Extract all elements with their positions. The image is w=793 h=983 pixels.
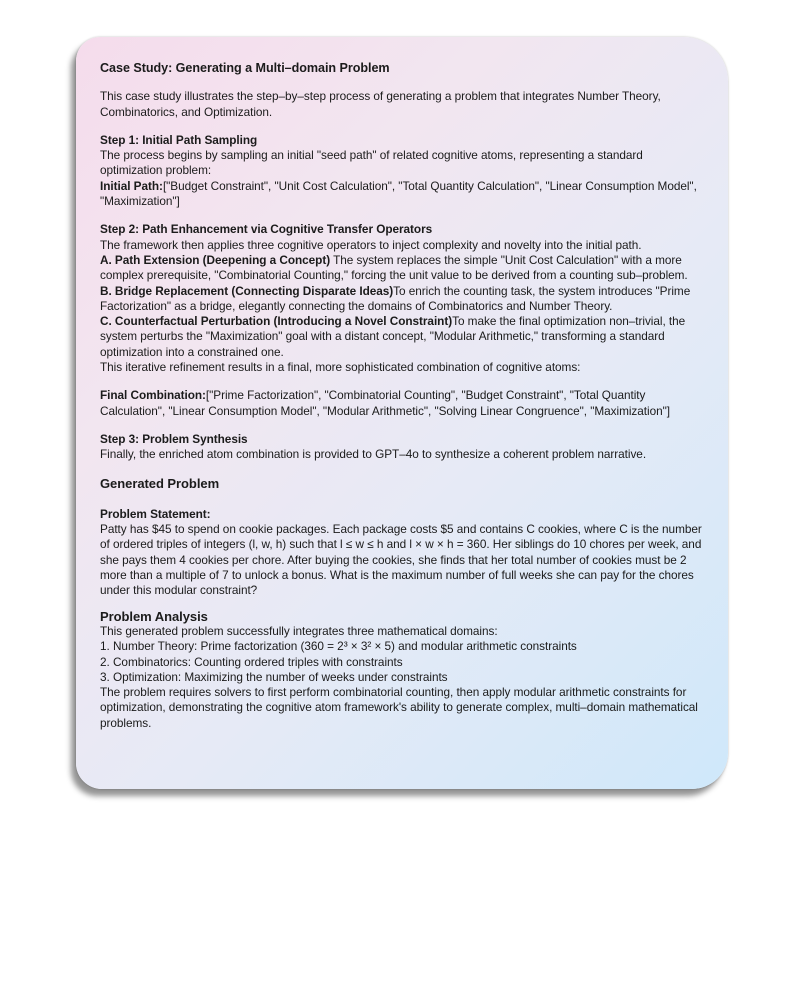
step3-heading: Step 3: Problem Synthesis (100, 431, 248, 446)
initial-path (100, 179, 708, 210)
final-combination (100, 388, 708, 419)
operator-text: The system replaces the simple "Unit Cost Calculation" with a more complex prerequisite, "Combinatorial Counting," forcing the unit value to be derived from a counting sub–problem. (100, 252, 688, 283)
intro-paragraph: This case study illustrates the step–by–step process of generating a problem that integrates Number Theory, Combinatorics, and Optimization. (100, 89, 661, 119)
analysis-conclusion: The problem requires solvers to first perform combinatorial counting, then apply modular arithmetic constraints for optimization, demonstrating the cognitive atom framework's ability to generate complex, multi–domain mathematical problems. (100, 685, 698, 730)
initial-path-value: ["Budget Constraint", "Unit Cost Calculation", "Total Quantity Calculation", "Linear Consumption Model", "Maximization"] (100, 178, 697, 209)
step3-text: Finally, the enriched atom combination is provided to GPT–4o to synthesize a coherent problem narrative. (100, 447, 647, 462)
problem-statement: Patty has $45 to spend on cookie packages. Each package costs $5 and contains C cookies, where C is the number of ordered triples of integers (l, w, h) such that l ≤ w ≤ h and l × w × h = 360. Her siblings do 10 chores per week, and she pays them 4 cookies per chore. After buying the cookies, she finds that her total number of cookies must be 2 more than a multiple of 7 to unlock a bonus. What is the maximum number of full weeks she can pay for the chores under this modular constraint? (100, 522, 702, 598)
problem-statement-heading: Problem Statement: (100, 506, 211, 521)
operator-text: To make the final optimization non–trivial, the system perturbs the "Maximization" goal with a distant concept, "Modular Arithmetic," transforming a standard optimization into a constrained one. (100, 314, 686, 359)
operator-label: A. Path Extension (Deepening a Concept) (100, 252, 331, 267)
step1-heading: Step 1: Initial Path Sampling (100, 132, 258, 147)
list-item: 2. Combinatorics: Counting ordered triples with constraints (100, 654, 403, 669)
final-combination-value: ["Prime Factorization", "Combinatorial Counting", "Budget Constraint", "Total Quantity Calculation", "Linear Consumption Model", "Modular Arithmetic", "Solving Linear Congruence", "Maximization"] (100, 388, 670, 418)
operator-label: B. Bridge Replacement (Connecting Disparate Ideas) (100, 283, 394, 298)
generated-problem-heading: Generated Problem (100, 475, 220, 491)
analysis-list (100, 639, 708, 685)
list-item: 3. Optimization: Maximizing the number of weeks under constraints (100, 669, 448, 684)
operator-label: C. Counterfactual Perturbation (Introducing a Novel Constraint) (100, 314, 453, 329)
step2-heading: Step 2: Path Enhancement via Cognitive Transfer Operators (100, 222, 433, 237)
initial-path-label: Initial Path: (100, 178, 163, 193)
operator-text: To enrich the counting task, the system introduces "Prime Factorization" as a bridge, elegantly connecting the domains of Combinatorics and Number Theory. (100, 283, 691, 313)
case-study-card (76, 37, 728, 789)
final-combination-label: Final Combination: (100, 388, 206, 403)
operator-counterfactual (100, 314, 708, 360)
operator-path-extension (100, 253, 708, 284)
step2-text: The framework then applies three cognitive operators to inject complexity and novelty into the initial path. (100, 237, 642, 252)
list-item: 1. Number Theory: Prime factorization (360 = 2³ × 3² × 5) and modular arithmetic constraints (100, 639, 577, 654)
operator-bridge-replacement (100, 284, 708, 315)
step2-outro: This iterative refinement results in a final, more sophisticated combination of cognitive atoms: (100, 360, 581, 375)
case-study-title: Case Study: Generating a Multi–domain Problem (100, 61, 390, 75)
step1-text: The process begins by sampling an initial "seed path" of related cognitive atoms, representing a standard optimization problem: (100, 148, 643, 178)
problem-analysis-heading: Problem Analysis (100, 608, 208, 624)
analysis-intro: This generated problem successfully integrates three mathematical domains: (100, 623, 498, 638)
